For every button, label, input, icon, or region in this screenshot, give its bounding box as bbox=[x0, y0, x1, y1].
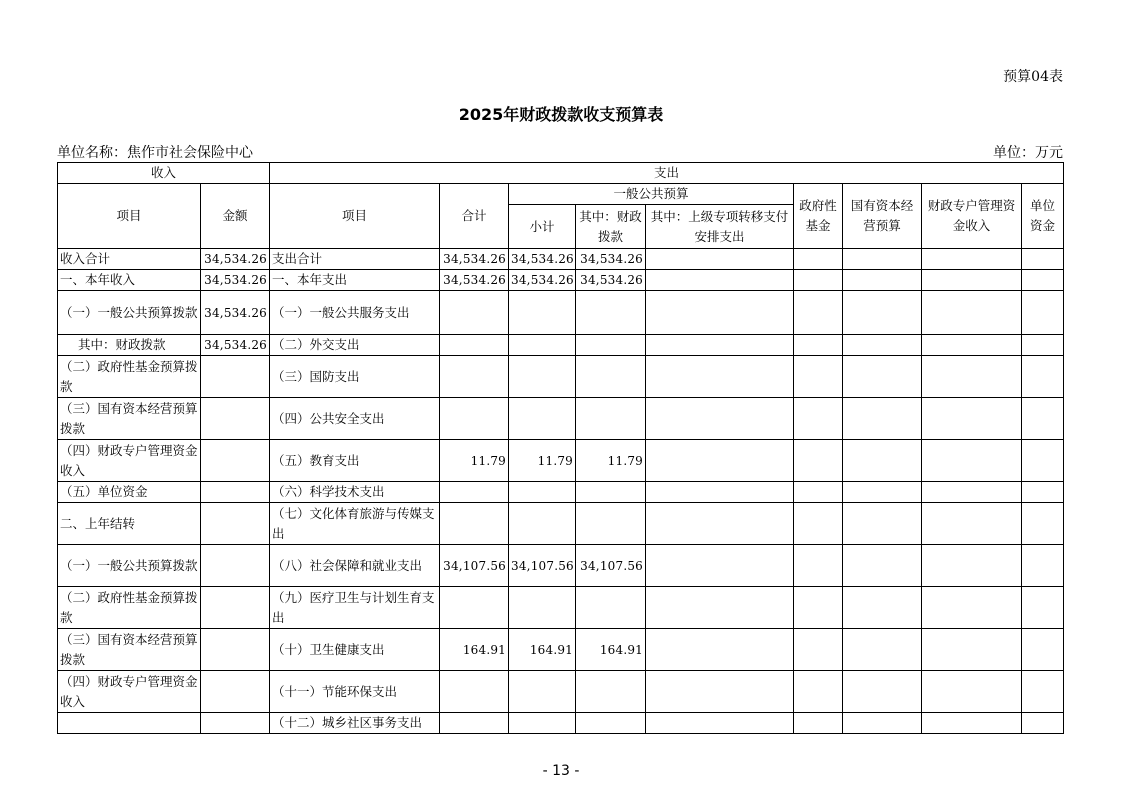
col-gov-fund: 政府性基金 bbox=[794, 184, 843, 249]
expense-item-cell: （二）外交支出 bbox=[270, 335, 440, 356]
gov-fund-cell bbox=[794, 629, 843, 671]
col-subtotal: 小计 bbox=[509, 205, 576, 249]
subtotal-cell bbox=[509, 356, 576, 398]
expense-item-cell: （八）社会保障和就业支出 bbox=[270, 545, 440, 587]
fiscal-cell bbox=[576, 398, 646, 440]
subtotal-cell: 164.91 bbox=[509, 629, 576, 671]
total-cell: 34,534.26 bbox=[440, 270, 509, 291]
col-state-capital: 国有资本经营预算 bbox=[843, 184, 922, 249]
total-cell: 164.91 bbox=[440, 629, 509, 671]
gov-fund-cell bbox=[794, 713, 843, 734]
transfer-cell bbox=[646, 335, 794, 356]
table-row bbox=[58, 356, 1064, 398]
special-mgmt-cell bbox=[922, 713, 1022, 734]
special-mgmt-cell bbox=[922, 249, 1022, 270]
gov-fund-cell bbox=[794, 249, 843, 270]
unit-name: 单位名称：焦作市社会保险中心 bbox=[57, 145, 253, 161]
expense-item-cell: （一）一般公共服务支出 bbox=[270, 291, 440, 335]
income-amount-cell bbox=[201, 629, 270, 671]
income-item-cell bbox=[58, 713, 201, 734]
income-amount-cell: 34,534.26 bbox=[201, 270, 270, 291]
table-row bbox=[58, 335, 1064, 356]
fiscal-cell bbox=[576, 482, 646, 503]
subtotal-cell bbox=[509, 587, 576, 629]
total-cell bbox=[440, 587, 509, 629]
unit-funds-cell bbox=[1022, 713, 1064, 734]
income-amount-cell bbox=[201, 482, 270, 503]
gov-fund-cell bbox=[794, 503, 843, 545]
expense-header: 支出 bbox=[270, 163, 1064, 184]
gov-fund-cell bbox=[794, 587, 843, 629]
expense-item-cell: 一、本年支出 bbox=[270, 270, 440, 291]
expense-item-cell: （五）教育支出 bbox=[270, 440, 440, 482]
fiscal-cell bbox=[576, 335, 646, 356]
fiscal-cell bbox=[576, 356, 646, 398]
subtotal-cell bbox=[509, 482, 576, 503]
transfer-cell bbox=[646, 713, 794, 734]
unit-label: 单位：万元 bbox=[993, 145, 1063, 161]
state-capital-cell bbox=[843, 587, 922, 629]
total-cell bbox=[440, 398, 509, 440]
income-item-cell: （二）政府性基金预算拨款 bbox=[58, 587, 201, 629]
fiscal-cell: 34,534.26 bbox=[576, 249, 646, 270]
state-capital-cell bbox=[843, 356, 922, 398]
expense-item-cell: （九）医疗卫生与计划生育支出 bbox=[270, 587, 440, 629]
gov-fund-cell bbox=[794, 398, 843, 440]
gov-fund-cell bbox=[794, 440, 843, 482]
gov-fund-cell bbox=[794, 545, 843, 587]
special-mgmt-cell bbox=[922, 356, 1022, 398]
fiscal-cell bbox=[576, 291, 646, 335]
fiscal-cell: 11.79 bbox=[576, 440, 646, 482]
unit-funds-cell bbox=[1022, 356, 1064, 398]
col-special-mgmt: 财政专户管理资金收入 bbox=[922, 184, 1022, 249]
expense-item-cell: （四）公共安全支出 bbox=[270, 398, 440, 440]
income-amount-cell bbox=[201, 503, 270, 545]
expense-item-cell: （七）文化体育旅游与传媒支出 bbox=[270, 503, 440, 545]
transfer-cell bbox=[646, 545, 794, 587]
table-row bbox=[58, 671, 1064, 713]
total-cell bbox=[440, 503, 509, 545]
unit-funds-cell bbox=[1022, 482, 1064, 503]
state-capital-cell bbox=[843, 482, 922, 503]
fiscal-cell bbox=[576, 671, 646, 713]
unit-funds-cell bbox=[1022, 270, 1064, 291]
income-amount-cell bbox=[201, 671, 270, 713]
table-number: 预算04表 bbox=[1003, 69, 1063, 85]
subtotal-cell: 34,107.56 bbox=[509, 545, 576, 587]
subtotal-cell: 11.79 bbox=[509, 440, 576, 482]
subtotal-cell: 34,534.26 bbox=[509, 270, 576, 291]
state-capital-cell bbox=[843, 545, 922, 587]
col-general-budget: 一般公共预算 bbox=[509, 184, 794, 205]
unit-funds-cell bbox=[1022, 398, 1064, 440]
income-amount-cell bbox=[201, 713, 270, 734]
income-item-cell: 二、上年结转 bbox=[58, 503, 201, 545]
income-amount-cell: 34,534.26 bbox=[201, 335, 270, 356]
subtotal-cell bbox=[509, 335, 576, 356]
subtotal-cell: 34,534.26 bbox=[509, 249, 576, 270]
table-row bbox=[58, 713, 1064, 734]
col-total: 合计 bbox=[440, 184, 509, 249]
table-row bbox=[58, 503, 1064, 545]
special-mgmt-cell bbox=[922, 440, 1022, 482]
state-capital-cell bbox=[843, 270, 922, 291]
unit-funds-cell bbox=[1022, 335, 1064, 356]
total-cell bbox=[440, 356, 509, 398]
table-row bbox=[58, 270, 1064, 291]
subtotal-cell bbox=[509, 671, 576, 713]
expense-item-cell: （六）科学技术支出 bbox=[270, 482, 440, 503]
total-cell bbox=[440, 291, 509, 335]
col-expense-item: 项目 bbox=[270, 184, 440, 249]
special-mgmt-cell bbox=[922, 671, 1022, 713]
total-cell: 34,534.26 bbox=[440, 249, 509, 270]
unit-funds-cell bbox=[1022, 440, 1064, 482]
table-row bbox=[58, 249, 1064, 270]
income-item-cell: （一）一般公共预算拨款 bbox=[58, 545, 201, 587]
special-mgmt-cell bbox=[922, 545, 1022, 587]
transfer-cell bbox=[646, 440, 794, 482]
transfer-cell bbox=[646, 671, 794, 713]
table-row bbox=[58, 291, 1064, 335]
income-amount-cell: 34,534.26 bbox=[201, 249, 270, 270]
gov-fund-cell bbox=[794, 482, 843, 503]
income-item-cell: （四）财政专户管理资金收入 bbox=[58, 671, 201, 713]
income-amount-cell bbox=[201, 440, 270, 482]
special-mgmt-cell bbox=[922, 629, 1022, 671]
special-mgmt-cell bbox=[922, 482, 1022, 503]
income-header: 收入 bbox=[58, 163, 270, 184]
col-transfer: 其中：上级专项转移支付安排支出 bbox=[646, 205, 794, 249]
table-row bbox=[58, 398, 1064, 440]
transfer-cell bbox=[646, 587, 794, 629]
special-mgmt-cell bbox=[922, 291, 1022, 335]
state-capital-cell bbox=[843, 713, 922, 734]
page-title: 2025年财政拨款收支预算表 bbox=[458, 105, 664, 124]
unit-funds-cell bbox=[1022, 249, 1064, 270]
income-amount-cell bbox=[201, 545, 270, 587]
expense-item-cell: （十一）节能环保支出 bbox=[270, 671, 440, 713]
transfer-cell bbox=[646, 291, 794, 335]
total-cell bbox=[440, 335, 509, 356]
transfer-cell bbox=[646, 503, 794, 545]
special-mgmt-cell bbox=[922, 270, 1022, 291]
state-capital-cell bbox=[843, 503, 922, 545]
page-number: - 13 - bbox=[542, 763, 580, 779]
income-item-cell: 一、本年收入 bbox=[58, 270, 201, 291]
total-cell bbox=[440, 713, 509, 734]
gov-fund-cell bbox=[794, 671, 843, 713]
fiscal-cell bbox=[576, 713, 646, 734]
unit-funds-cell bbox=[1022, 291, 1064, 335]
fiscal-cell bbox=[576, 503, 646, 545]
unit-funds-cell bbox=[1022, 671, 1064, 713]
expense-item-cell: 支出合计 bbox=[270, 249, 440, 270]
income-item-cell: （一）一般公共预算拨款 bbox=[58, 291, 201, 335]
table-row bbox=[58, 587, 1064, 629]
col-fiscal: 其中：财政拨款 bbox=[576, 205, 646, 249]
state-capital-cell bbox=[843, 671, 922, 713]
income-amount-cell bbox=[201, 356, 270, 398]
income-amount-cell bbox=[201, 587, 270, 629]
table-row bbox=[58, 629, 1064, 671]
income-amount-cell bbox=[201, 398, 270, 440]
transfer-cell bbox=[646, 270, 794, 291]
col-unit-funds: 单位资金 bbox=[1022, 184, 1064, 249]
income-item-cell: 收入合计 bbox=[58, 249, 201, 270]
special-mgmt-cell bbox=[922, 398, 1022, 440]
income-item-cell: （三）国有资本经营预算拨款 bbox=[58, 398, 201, 440]
special-mgmt-cell bbox=[922, 503, 1022, 545]
state-capital-cell bbox=[843, 291, 922, 335]
transfer-cell bbox=[646, 629, 794, 671]
unit-funds-cell bbox=[1022, 545, 1064, 587]
gov-fund-cell bbox=[794, 335, 843, 356]
fiscal-cell: 164.91 bbox=[576, 629, 646, 671]
special-mgmt-cell bbox=[922, 335, 1022, 356]
unit-funds-cell bbox=[1022, 629, 1064, 671]
subtotal-cell bbox=[509, 291, 576, 335]
budget-table bbox=[57, 162, 1064, 734]
state-capital-cell bbox=[843, 440, 922, 482]
income-item-cell: （二）政府性基金预算拨款 bbox=[58, 356, 201, 398]
gov-fund-cell bbox=[794, 291, 843, 335]
fiscal-cell: 34,534.26 bbox=[576, 270, 646, 291]
state-capital-cell bbox=[843, 335, 922, 356]
fiscal-cell: 34,107.56 bbox=[576, 545, 646, 587]
subtotal-cell bbox=[509, 398, 576, 440]
transfer-cell bbox=[646, 482, 794, 503]
table-row bbox=[58, 440, 1064, 482]
expense-item-cell: （三）国防支出 bbox=[270, 356, 440, 398]
col-income-item: 项目 bbox=[58, 184, 201, 249]
subtotal-cell bbox=[509, 713, 576, 734]
state-capital-cell bbox=[843, 629, 922, 671]
total-cell: 11.79 bbox=[440, 440, 509, 482]
total-cell: 34,107.56 bbox=[440, 545, 509, 587]
income-item-cell: 其中：财政拨款 bbox=[58, 335, 201, 356]
gov-fund-cell bbox=[794, 356, 843, 398]
special-mgmt-cell bbox=[922, 587, 1022, 629]
transfer-cell bbox=[646, 249, 794, 270]
table-row bbox=[58, 482, 1064, 503]
transfer-cell bbox=[646, 398, 794, 440]
state-capital-cell bbox=[843, 249, 922, 270]
expense-item-cell: （十二）城乡社区事务支出 bbox=[270, 713, 440, 734]
total-cell bbox=[440, 671, 509, 713]
income-item-cell: （五）单位资金 bbox=[58, 482, 201, 503]
income-item-cell: （四）财政专户管理资金收入 bbox=[58, 440, 201, 482]
table-row bbox=[58, 545, 1064, 587]
expense-item-cell: （十）卫生健康支出 bbox=[270, 629, 440, 671]
fiscal-cell bbox=[576, 587, 646, 629]
total-cell bbox=[440, 482, 509, 503]
subtotal-cell bbox=[509, 503, 576, 545]
gov-fund-cell bbox=[794, 270, 843, 291]
col-income-amount: 金额 bbox=[201, 184, 270, 249]
unit-funds-cell bbox=[1022, 503, 1064, 545]
income-item-cell: （三）国有资本经营预算拨款 bbox=[58, 629, 201, 671]
unit-funds-cell bbox=[1022, 587, 1064, 629]
transfer-cell bbox=[646, 356, 794, 398]
income-amount-cell: 34,534.26 bbox=[201, 291, 270, 335]
state-capital-cell bbox=[843, 398, 922, 440]
